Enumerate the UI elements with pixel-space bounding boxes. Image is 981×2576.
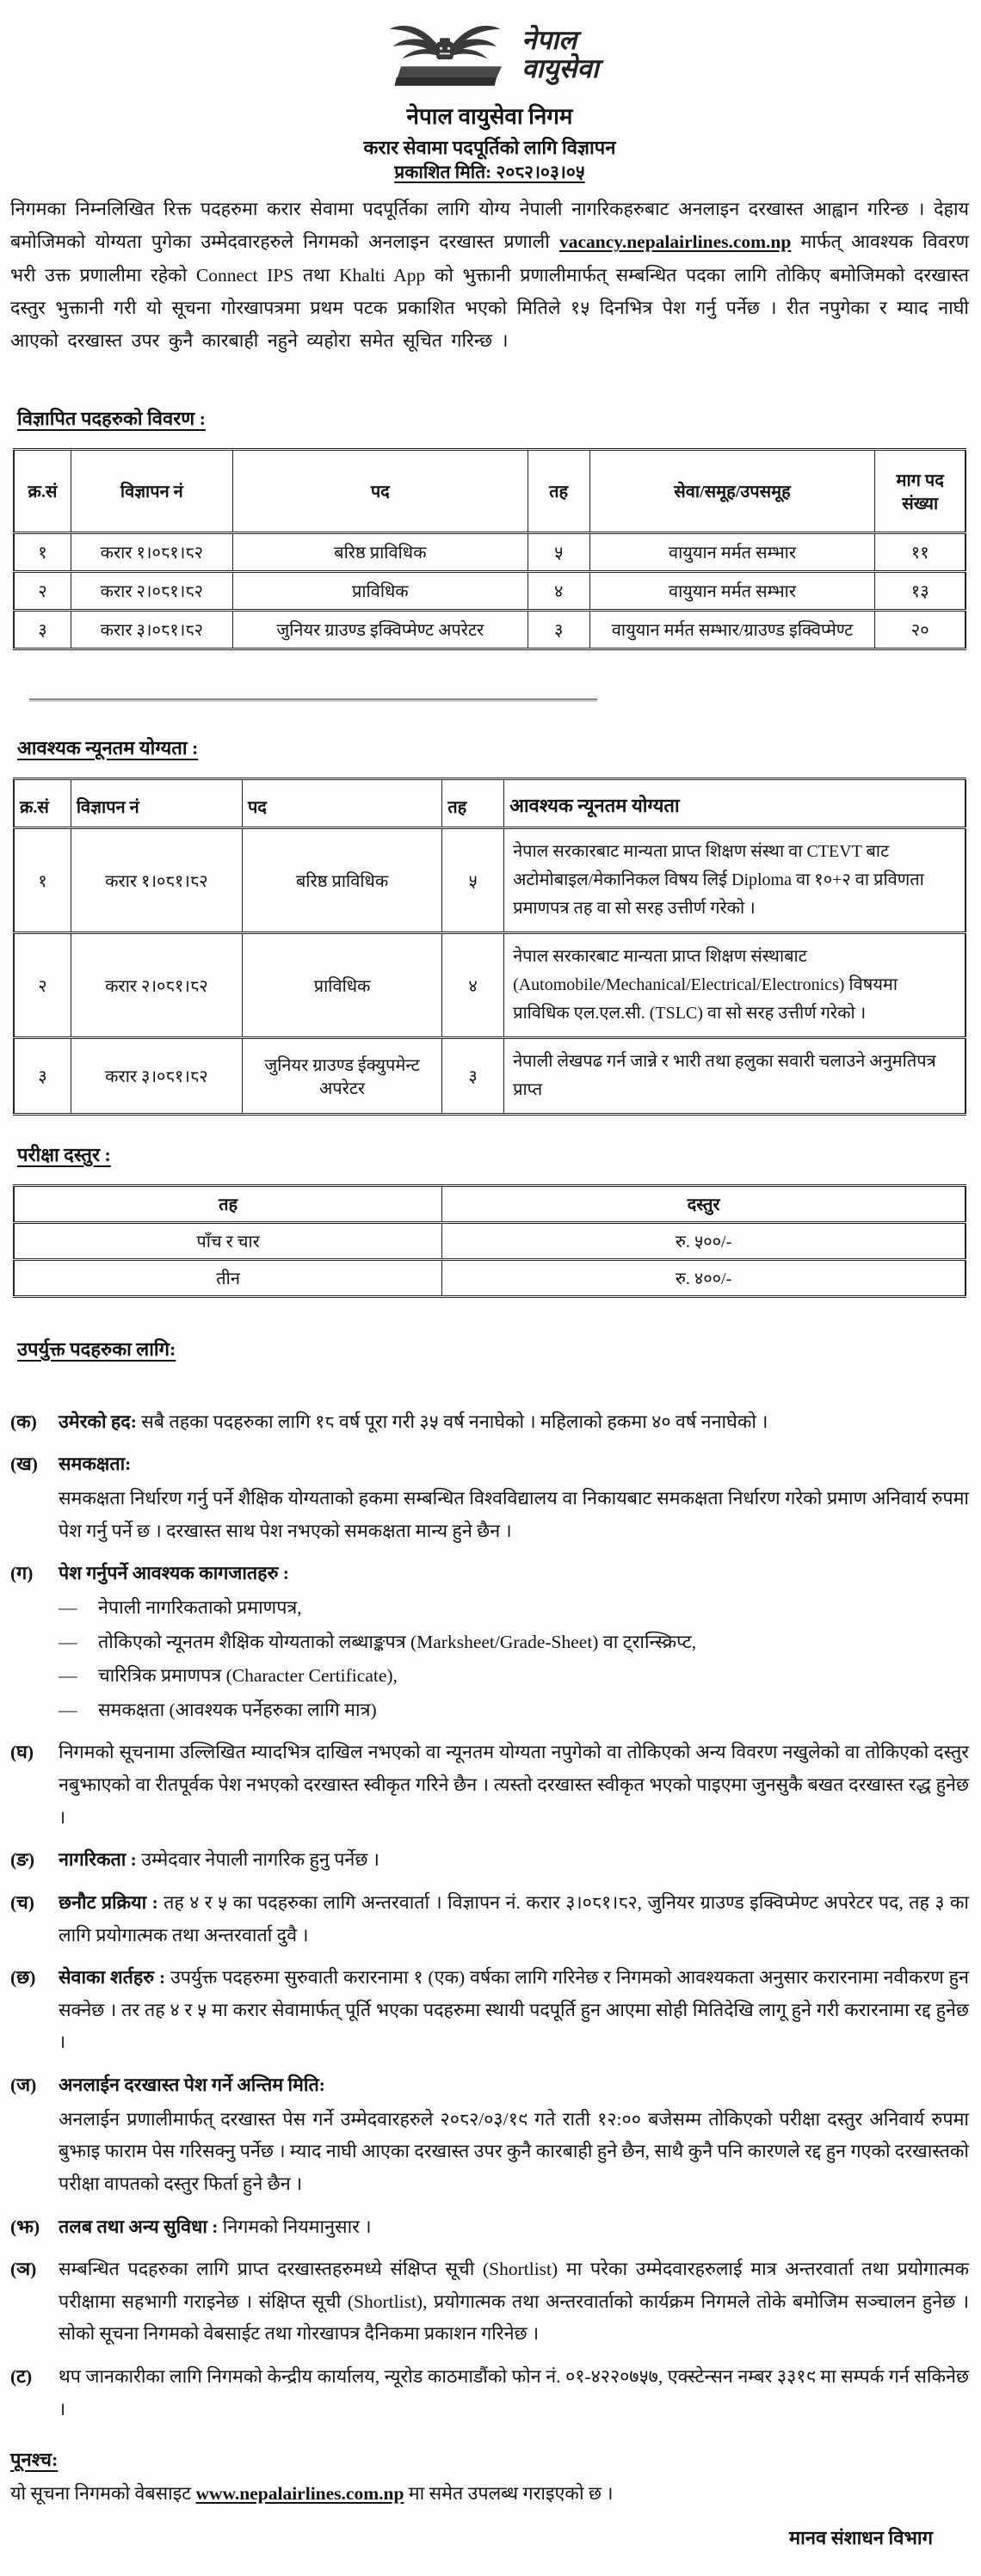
table-cell: ३ xyxy=(14,1037,71,1114)
clause-item xyxy=(10,2069,969,2201)
qualification-heading: आवश्यक न्यूनतम योग्यता : xyxy=(17,736,199,759)
clause-item xyxy=(10,1558,969,1726)
clause-marker: (ख) xyxy=(10,1454,38,1475)
clause-marker: (ङ) xyxy=(10,1849,35,1871)
bullet-text: तोकिएको न्यूनतम शैक्षिक योग्यताको लब्धाङ्कपत्र (Marksheet/Grade-Sheet) वा ट्रान्स्क्रिप्ट, xyxy=(98,1631,697,1652)
postscript-before: यो सूचना निगमको वेबसाइट xyxy=(10,2483,196,2505)
clause-item xyxy=(10,2253,969,2351)
clause-text: सबै तहका पदहरुका लागि १८ वर्ष पूरा गरी ३५ वर्ष ननाघेको । महिलाको हकमा ४० वर्ष ननाघेको । xyxy=(141,1411,768,1432)
clause-marker: (च) xyxy=(10,1891,34,1913)
table-cell: वायुयान मर्मत सम्भार xyxy=(589,571,875,610)
column-header: क्र.सं xyxy=(14,778,71,827)
clause-body xyxy=(59,1844,969,1877)
table-cell: ११ xyxy=(875,532,966,571)
table-cell: करार ३।०८१।८२ xyxy=(71,610,232,649)
positions-heading: विज्ञापित पदहरुको विवरण : xyxy=(17,407,206,429)
bullet-dash-icon: — xyxy=(59,1699,77,1720)
clause-item xyxy=(10,1737,969,1834)
clause-text: उपर्युक्त पदहरुमा सुरुवाती करारनामा १ (एक) वर्षका लागि गरिनेछ र निगमको आवश्यकता अनुसार करारनामा नवीकरण हुन सक्नेछ । तर तह ४ र ५ मा करार सेवामार्फत् पूर्ति भएका पदहरुमा स्थायी पदपूर्ति हुन आएमा सोही मितिदेखि लागू हुने गरी करारनामा रद्द हुनेछ । xyxy=(59,1967,969,2053)
table-cell: ३ xyxy=(14,610,71,649)
table-cell: बरिष्ठ प्राविधिक xyxy=(242,827,441,932)
postscript-text xyxy=(10,2481,969,2505)
clause-title: नागरिकता : xyxy=(59,1849,142,1871)
table-cell: करार १।०८१।८२ xyxy=(71,532,232,571)
bullet-dash-icon: — xyxy=(59,1665,77,1687)
table-cell: प्राविधिक xyxy=(232,571,528,610)
clause-text: तह ४ र ५ का पदहरुका लागि अन्तरवार्ता । विज्ञापन नं. करार ३।०८१।८२, जुनियर ग्राउण्ड इक्विप्मेण्ट अपरेटर पद, तह ३ का लागि प्रयोगात्मक तथा अन्तरवार्ता दुवै । xyxy=(59,1891,969,1946)
table-cell: करार ३।०८१।८२ xyxy=(71,1037,242,1114)
table-cell: नेपाली लेखपढ गर्न जान्ने र भारी तथा हलुका सवारी चलाउने अनुमतिपत्र प्राप्त xyxy=(504,1037,966,1114)
clause-marker: (ज) xyxy=(10,2075,37,2096)
table-cell: करार २।०८१।८२ xyxy=(71,932,242,1037)
clause-title: समकक्षता: xyxy=(59,1454,132,1475)
column-header: सेवा/समूह/उपसमूह xyxy=(589,449,875,532)
bullet-dash-icon: — xyxy=(59,1631,77,1652)
table-cell: तीन xyxy=(14,1259,442,1296)
clause-marker: (घ) xyxy=(10,1742,34,1763)
clause-body xyxy=(59,2069,969,2201)
clause-title: छनौट प्रक्रिया : xyxy=(59,1891,164,1913)
clause-bullet xyxy=(59,1660,969,1693)
clause-text: निगमको सूचनामा उल्लिखित म्यादभित्र दाखिल नभएको वा न्यूनतम योग्यता नपुगेको वा तोकिएको अन्य विवरण नखुलेको वा तोकिएको दस्तुर नबुझाएको वा रीतपूर्वक पेश नभएको दरखास्त स्वीकृत गरिने छैन । त्यस्तो दरखास्त स्वीकृत भएको पाइएमा जुनसुकै बखत दरखास्त रद्ध हुनेछ । xyxy=(59,1742,969,1828)
column-header: तह xyxy=(528,449,589,532)
qualifications-header-row xyxy=(14,778,966,827)
table-cell: ५ xyxy=(442,827,504,932)
column-header: तह xyxy=(14,1185,442,1222)
clause-text: निगमको नियमानुसार । xyxy=(222,2216,372,2237)
table-cell: १३ xyxy=(875,571,966,610)
clause-marker: (क) xyxy=(10,1411,37,1432)
clause-title: उमेरको हद: xyxy=(59,1411,142,1432)
table-cell: करार १।०८१।८२ xyxy=(71,827,242,932)
clause-body xyxy=(59,1962,969,2059)
table-cell: ३ xyxy=(442,1037,504,1114)
clause-body xyxy=(59,1558,969,1726)
clause-bullet xyxy=(59,1694,969,1727)
bullet-dash-icon: — xyxy=(59,1596,77,1618)
conditions-heading: उपर्युक्त पदहरुका लागि: xyxy=(17,1337,176,1360)
table-row xyxy=(14,1259,966,1296)
clause-text: उम्मेदवार नेपाली नागरिक हुनु पर्नेछ । xyxy=(141,1849,379,1871)
clause-title: अनलाईन दरखास्त पेश गर्ने अन्तिम मिति: xyxy=(59,2075,325,2096)
clause-marker: (ट) xyxy=(10,2366,33,2388)
column-header: विज्ञापन नं xyxy=(71,449,232,532)
fees-header-row xyxy=(14,1185,966,1222)
table-row xyxy=(14,610,966,649)
column-header: दस्तुर xyxy=(442,1185,966,1222)
logo-text xyxy=(521,26,598,83)
table-cell: जुनियर ग्राउण्ड ईक्युपमेन्ट अपरेटर xyxy=(242,1037,441,1114)
table-cell: नेपाल सरकारबाट मान्यता प्राप्त शिक्षण संस्थाबाट (Automobile/Mechanical/Electrical/Electronics) विषयमा प्राविधिक एल.एल.सी. (TSLC) वा सो सरह उत्तीर्ण गरेको । xyxy=(504,932,966,1037)
intro-text-before: निगमका निम्नलिखित रिक्त पदहरुमा करार सेवामा पदपूर्तिका लागि योग्य नेपाली नागरिकहरुबाट अनलाइन दरखास्त आह्वान गरिन्छ । देहाय बमोजिमको योग्यता पुगेका उम्मेदवारहरुले निगमको अनलाइन दरखास्त प्रणाली xyxy=(10,199,969,253)
signature-department: मानव संशाधन विभाग xyxy=(788,2526,933,2548)
logo xyxy=(10,10,969,98)
clause-marker: (ञ) xyxy=(10,2259,37,2280)
bullet-text: नेपाली नागरिकताको प्रमाणपत्र, xyxy=(98,1596,302,1618)
column-header: क्र.सं xyxy=(14,449,71,532)
postscript-after: मा समेत उपलब्ध गराइएको छ । xyxy=(404,2483,614,2505)
table-row xyxy=(14,532,966,571)
vacancy-portal-link: vacancy.nepalairlines.com.np xyxy=(558,231,792,253)
clause-item xyxy=(10,1406,969,1439)
clause-title: तलब तथा अन्य सुविधा : xyxy=(59,2216,223,2237)
clauses-list xyxy=(10,1406,969,2437)
clause-body xyxy=(59,1406,969,1439)
clause-item xyxy=(10,1962,969,2059)
clause-item xyxy=(10,2361,969,2425)
clause-item xyxy=(10,2211,969,2244)
clause-body xyxy=(59,1448,969,1547)
table-cell: १ xyxy=(14,827,71,932)
column-header: पद xyxy=(242,778,441,827)
table-cell: ५ xyxy=(528,532,589,571)
table-cell: जुनियर ग्राउण्ड इक्विप्मेण्ट अपरेटर xyxy=(232,610,528,649)
clause-text: सम्बन्धित पदहरुका लागि प्राप्त दरखास्तहरुमध्ये संक्षिप्त सूची (Shortlist) मा परेका उम्मेदवारहरुलाई मात्र अन्तरवार्ता तथा प्रयोगात्मक परीक्षामा सहभागी गराइनेछ । संक्षिप्त सूची (Shortlist), प्रयोगात्मक तथा अन्तरवार्ताको कार्यक्रम निगमले तोके बमोजिम सञ्चालन हुनेछ । सोको सूचना निगमको वेबसाईट तथा गोरखापत्र दैनिकमा प्रकाशन गरिनेछ । xyxy=(59,2259,969,2345)
table-cell: ३ xyxy=(528,610,589,649)
clause-subtext: अनलाईन प्रणालीमार्फत् दरखास्त पेस गर्ने उम्मेदवारहरुले २०८२/०३/१९ गते राती १२:०० बजेसम्म तोकिएको परीक्षा दस्तुर अनिवार्य रुपमा बुझाइ फाराम पेस गरिसक्नु पर्नेछ । म्याद नाघी आएका दरखास्त उपर कुनै कारबाही हुने छैन, साथै कुनै पनि कारणले रद्द हुन गएको दरखास्तको परीक्षा वापतको दस्तुर फिर्ता हुने छैन । xyxy=(59,2108,969,2194)
logo-text-line2: वायुसेवा xyxy=(521,53,599,83)
table-cell: वायुयान मर्मत सम्भार xyxy=(589,532,875,571)
table-row xyxy=(14,571,966,610)
clause-body xyxy=(59,2253,969,2351)
clause-subtext: समकक्षता निर्धारण गर्नु पर्ने शैक्षिक योग्यताको हकमा सम्बन्धित विश्वविद्यालय वा निकायबाट समकक्षता निर्धारण गरेको प्रमाण अनिवार्य रुपमा पेश गर्नु पर्ने छ । दरखास्त साथ पेश नभएको समकक्षता मान्य हुने छैन । xyxy=(59,1488,969,1541)
clause-text: थप जानकारीका लागि निगमको केन्द्रीय कार्यालय, न्यूरोड काठमाडौंको फोन नं. ०१-४२२०७५७, एक्स्टेन्सन नम्बर ३३१९ मा सम्पर्क गर्न सकिनेछ । xyxy=(59,2366,969,2419)
intro-paragraph xyxy=(10,193,969,357)
table-cell: २ xyxy=(14,932,71,1037)
clause-item xyxy=(10,1448,969,1547)
positions-table xyxy=(13,448,966,650)
positions-header-row xyxy=(14,449,966,532)
clause-title: पेश गर्नुपर्ने आवश्यक कागजातहरु : xyxy=(59,1563,289,1584)
table-cell: रु. ५००/- xyxy=(442,1222,966,1259)
clause-body xyxy=(59,1737,969,1834)
table-cell: करार २।०८१।८२ xyxy=(71,571,232,610)
fees-table xyxy=(13,1184,966,1298)
clause-item xyxy=(10,1844,969,1877)
clause-marker: (ग) xyxy=(10,1563,34,1584)
clause-item xyxy=(10,1887,969,1952)
table-cell: बरिष्ठ प्राविधिक xyxy=(232,532,528,571)
clause-body xyxy=(59,2361,969,2425)
clause-body xyxy=(59,2211,969,2244)
table-cell: १ xyxy=(14,532,71,571)
table-row xyxy=(14,827,966,932)
logo-text-line1: नेपाल xyxy=(521,24,577,55)
table-cell: पाँच र चार xyxy=(14,1222,442,1259)
clause-marker: (झ) xyxy=(10,2216,40,2237)
table-row xyxy=(14,1222,966,1259)
published-date: प्रकाशित मिति: २०८२।०३।०५ xyxy=(394,162,585,182)
clause-bullet xyxy=(59,1626,969,1659)
clause-title: सेवाका शर्तहरु : xyxy=(59,1967,170,1989)
fees-heading: परीक्षा दस्तुर : xyxy=(17,1143,111,1165)
column-header: माग पद संख्या xyxy=(875,449,966,532)
table-cell: ४ xyxy=(442,932,504,1037)
org-title: नेपाल वायुसेवा निगम xyxy=(406,104,573,129)
table-cell: ४ xyxy=(528,571,589,610)
qualifications-table xyxy=(13,778,966,1116)
airline-wings-emblem-icon xyxy=(380,10,509,98)
table-cell: २ xyxy=(14,571,71,610)
intro-text-after: मार्फत् आवश्यक विवरण भरी उक्त प्रणालीमा रहेको Connect IPS तथा Khalti App को भुक्तानी प्रणालीमार्फत् सम्बन्धित पदका लागि तोकिए बमोजिमको दरखास्त दस्तुर भुक्तानी गरी यो सूचना गोरखापत्रमा प्रथम पटक प्रकाशित भएको मितिले १५ दिनभित्र पेश गर्नु पर्नेछ । रीत नपुगेका र म्याद नाघी आएको दरखास्त उपर कुनै कारबाही नहुने व्यहोरा समेत सूचित गरिन्छ । xyxy=(10,231,969,352)
clause-bullet xyxy=(59,1592,969,1625)
column-header: तह xyxy=(442,778,504,827)
column-header: आवश्यक न्यूनतम योग्यता xyxy=(504,778,966,827)
bullet-text: समकक्षता (आवश्यक पर्नेहरुका लागि मात्र) xyxy=(98,1699,377,1720)
bullet-text: चारित्रिक प्रमाणपत्र (Character Certificate), xyxy=(98,1665,398,1687)
table-cell: रु. ४००/- xyxy=(442,1259,966,1296)
postscript-heading: पूनश्च: xyxy=(10,2449,59,2471)
column-header: पद xyxy=(232,449,528,532)
table-cell: प्राविधिक xyxy=(242,932,441,1037)
clause-body xyxy=(59,1887,969,1952)
table-row xyxy=(14,1037,966,1114)
table-cell: नेपाल सरकारबाट मान्यता प्राप्त शिक्षण संस्था वा CTEVT बाट अटोमोबाइल/मेकानिकल विषय लिई Diploma वा १०+२ वा प्रविणता प्रमाणपत्र तह वा सो सरह उत्तीर्ण गरेको । xyxy=(504,827,966,932)
clause-marker: (छ) xyxy=(10,1967,36,1989)
ad-subtitle: करार सेवामा पदपूर्तिको लागि विज्ञापन xyxy=(363,137,616,158)
table-cell: २० xyxy=(875,610,966,649)
table-cell: वायुयान मर्मत सम्भार/ग्राउण्ड इक्विप्मेण्ट xyxy=(589,610,875,649)
website-link: www.nepalairlines.com.np xyxy=(195,2483,404,2505)
table-row xyxy=(14,932,966,1037)
column-header: विज्ञापन नं xyxy=(71,778,242,827)
